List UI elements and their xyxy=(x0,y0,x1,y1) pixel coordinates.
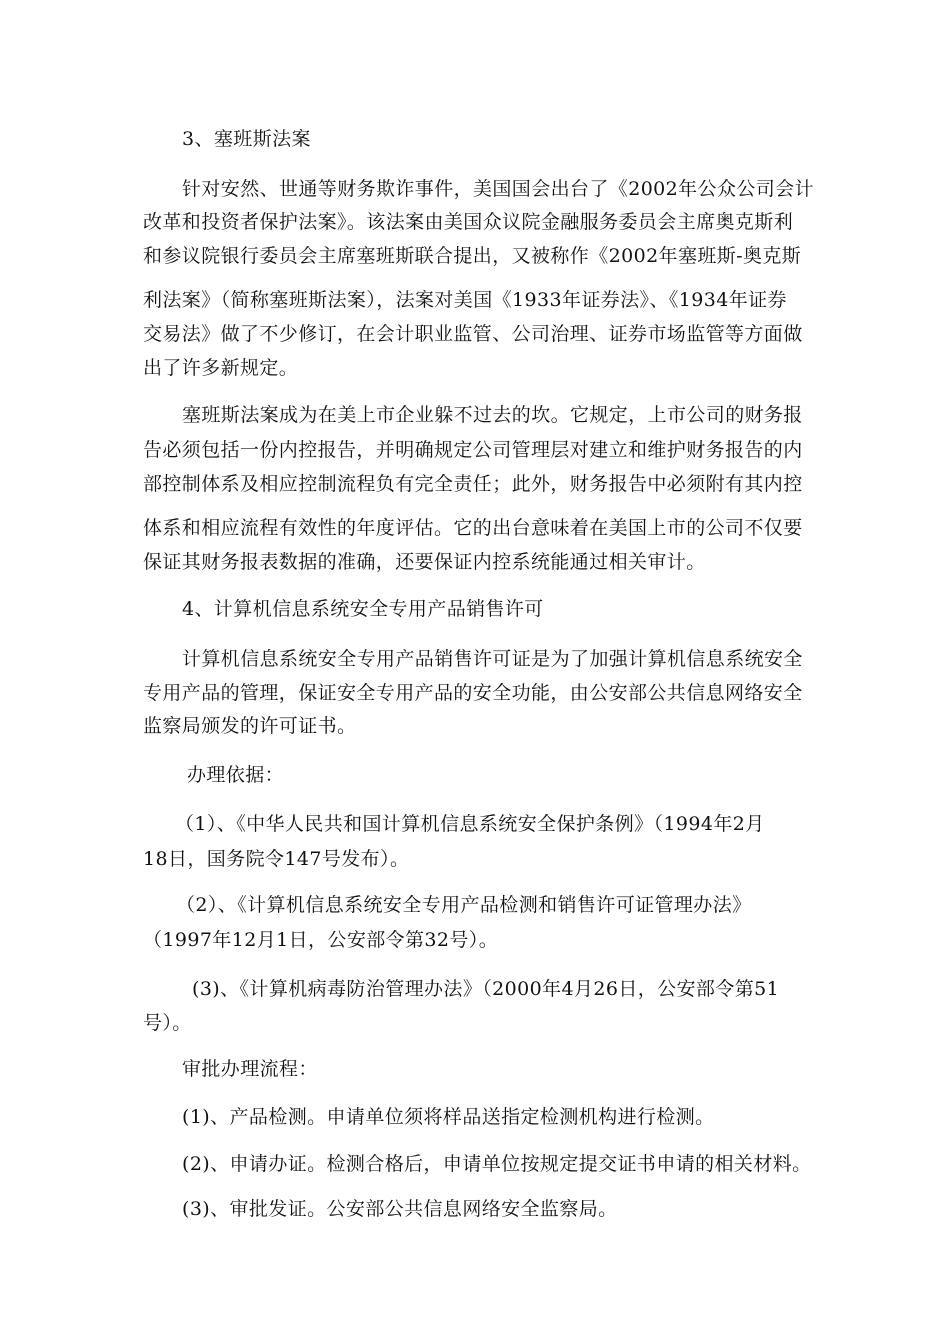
text-line: 号）。 xyxy=(143,1012,192,1034)
basis-label: 办理依据： xyxy=(187,764,285,786)
text-line: 交易法》做了不少修订，在会计职业监管、公司治理、证券市场监管等方面做 xyxy=(143,323,803,345)
section-heading-sox: 3、塞班斯法案 xyxy=(182,128,311,150)
text-line: （1）、《中华人民共和国计算机信息系统安全保护条例》（1994年2月 xyxy=(175,813,765,835)
text-line: （2）、《计算机信息系统安全专用产品检测和销售许可证管理办法》 xyxy=(176,894,752,916)
text-line: (3)、《计算机病毒防治管理办法》（2000年4月26日，公安部令第51 xyxy=(192,978,780,1000)
process-step-1: (1)、产品检测。申请单位须将样品送指定检测机构进行检测。 xyxy=(182,1106,715,1128)
text-line: 出了许多新规定。 xyxy=(143,357,299,379)
text-line: 保证其财务报表数据的准确，还要保证内控系统能通过相关审计。 xyxy=(143,551,706,573)
text-line: 计算机信息系统安全专用产品销售许可证是为了加强计算机信息系统安全 xyxy=(182,648,803,670)
text-line: 塞班斯法案成为在美上市企业躲不过去的坎。它规定，上市公司的财务报 xyxy=(182,404,803,426)
text-line: 专用产品的管理，保证安全专用产品的安全功能，由公安部公共信息网络安全 xyxy=(143,682,803,704)
text-line: 改革和投资者保护法案》。该法案由美国众议院金融服务委员会主席奥克斯利 xyxy=(143,211,794,233)
text-line: 体系和相应流程有效性的年度评估。它的出台意味着在美国上市的公司不仅要 xyxy=(143,517,803,539)
process-step-2: (2)、申请办证。检测合格后，申请单位按规定提交证书申请的相关材料。 xyxy=(182,1153,812,1175)
text-line: 告必须包括一份内控报告，并明确规定公司管理层对建立和维护财务报告的内 xyxy=(143,439,803,461)
text-line: 监察局颁发的许可证书。 xyxy=(143,715,357,737)
process-step-3: (3)、审批发证。公安部公共信息网络安全监察局。 xyxy=(182,1198,618,1220)
text-line: 和参议院银行委员会主席塞班斯联合提出，又被称作《2002年塞班斯-奥克斯 xyxy=(143,245,802,267)
text-line: （1997年12月1日，公安部令第32号）。 xyxy=(143,929,499,951)
text-line: 利法案》（简称塞班斯法案），法案对美国《1933年证券法》、《1934年证券 xyxy=(143,289,787,311)
text-line: 针对安然、世通等财务欺诈事件，美国国会出台了《2002年公众公司会计 xyxy=(182,178,814,200)
text-line: 部控制体系及相应控制流程负有完全责任；此外，财务报告中必须附有其内控 xyxy=(143,473,803,495)
process-label: 审批办理流程： xyxy=(182,1058,318,1080)
section-heading-license: 4、计算机信息系统安全专用产品销售许可 xyxy=(182,598,544,620)
text-line: 18日，国务院令147号发布）。 xyxy=(143,848,410,870)
